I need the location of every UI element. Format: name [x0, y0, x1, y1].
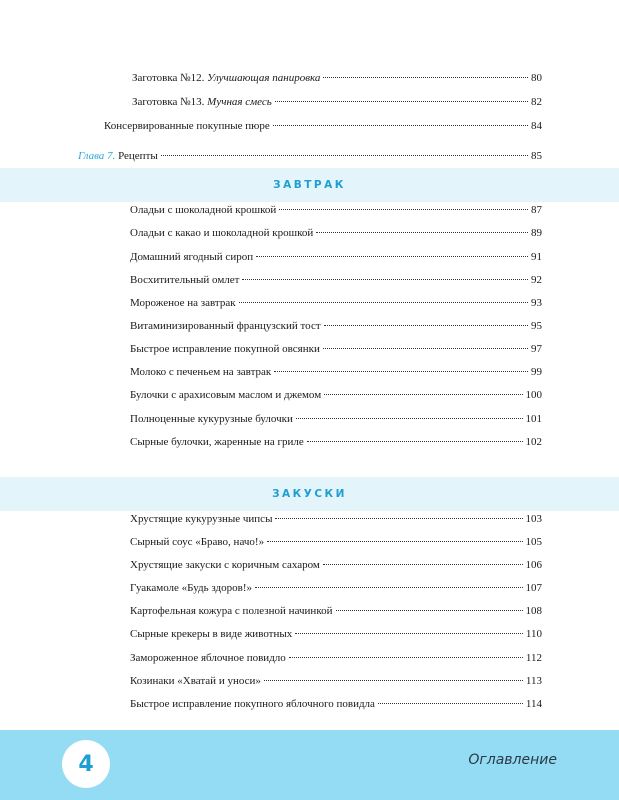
- section-title: ЗАКУСКИ: [272, 488, 347, 500]
- entry-title: Картофельная кожура с полезной начинкой: [130, 605, 333, 617]
- page-footer: [0, 730, 619, 800]
- entry-page: 102: [525, 436, 542, 448]
- dot-leader: [274, 371, 528, 372]
- dot-leader: [275, 101, 528, 102]
- entry-page: 93: [531, 297, 542, 309]
- entry-page: 84: [531, 120, 542, 132]
- chapter-label: Глава 7.: [78, 150, 116, 162]
- dot-leader: [242, 279, 528, 280]
- toc-entry[interactable]: [132, 93, 542, 111]
- dot-leader: [239, 302, 528, 303]
- entry-page: 100: [525, 389, 542, 401]
- entry-page: 114: [525, 698, 542, 710]
- entry-page: 108: [525, 605, 542, 617]
- toc-entry[interactable]: [130, 602, 542, 620]
- entry-title: Гуакамоле «Будь здоров!»: [130, 582, 252, 594]
- entry-page: 85: [531, 150, 542, 162]
- entry-page: 92: [531, 274, 542, 286]
- dot-leader: [161, 155, 528, 156]
- dot-leader: [264, 680, 523, 681]
- dot-leader: [256, 256, 528, 257]
- toc-entry[interactable]: [130, 533, 542, 551]
- entry-title: Консервированные покупные пюре: [104, 120, 270, 132]
- entry-title: Быстрое исправление покупного яблочного повидла: [130, 698, 375, 710]
- entry-page: 87: [531, 204, 542, 216]
- entry-title: Быстрое исправление покупной овсянки: [130, 343, 320, 355]
- entry-page: 89: [531, 227, 542, 239]
- entry-title: Восхитительный омлет: [130, 274, 240, 286]
- dot-leader: [323, 77, 528, 78]
- page-number: 4: [78, 751, 94, 777]
- chapter-entry[interactable]: [78, 147, 542, 165]
- toc-entry[interactable]: [130, 672, 542, 690]
- entry-page: 113: [525, 675, 542, 687]
- entry-title: Хрустящие закуски с коричным сахаром: [130, 559, 320, 571]
- dot-leader: [289, 657, 523, 658]
- entry-title: Сырные булочки, жаренные на гриле: [130, 436, 304, 448]
- toc-entry[interactable]: [130, 386, 542, 404]
- dot-leader: [255, 587, 523, 588]
- entry-page: 97: [531, 343, 542, 355]
- entry-title: Полноценные кукурузные булочки: [130, 413, 293, 425]
- entry-title: Хрустящие кукурузные чипсы: [130, 513, 273, 525]
- entry-title: Булочки с арахисовым маслом и джемом: [130, 389, 322, 401]
- entry-page: 80: [531, 72, 542, 84]
- entry-page: 106: [525, 559, 542, 571]
- dot-leader: [295, 633, 523, 634]
- entry-title: Оладьи с шоколадной крошкой: [130, 204, 277, 216]
- toc-entry[interactable]: [130, 579, 542, 597]
- entry-title: Витаминизированный французский тост: [130, 320, 321, 332]
- entry-title: Оладьи с какао и шоколадной крошкой: [130, 227, 314, 239]
- entry-title: Замороженное яблочное повидло: [130, 652, 286, 664]
- section-header-snacks: [0, 477, 619, 511]
- dot-leader: [323, 564, 523, 565]
- toc-entry[interactable]: [130, 248, 542, 266]
- section-header-breakfast: [0, 168, 619, 202]
- entry-title: Заготовка №12. Улучшающая панировка: [132, 72, 321, 84]
- toc-entry[interactable]: [132, 69, 542, 87]
- entry-title: Заготовка №13. Мучная смесь: [132, 96, 272, 108]
- dot-leader: [316, 232, 528, 233]
- toc-entry[interactable]: [130, 363, 542, 381]
- section-title: ЗАВТРАК: [273, 179, 346, 191]
- footer-title: Оглавление: [468, 752, 557, 768]
- dot-leader: [378, 703, 523, 704]
- chapter-title: Глава 7. Рецепты: [78, 150, 158, 162]
- entry-page: 101: [525, 413, 542, 425]
- toc-entry[interactable]: [130, 317, 542, 335]
- dot-leader: [324, 394, 522, 395]
- dot-leader: [336, 610, 523, 611]
- toc-entry[interactable]: [130, 649, 542, 667]
- entry-title: Сырные крекеры в виде животных: [130, 628, 293, 640]
- entry-title: Козинаки «Хватай и уноси»: [130, 675, 261, 687]
- entry-page: 99: [531, 366, 542, 378]
- toc-entry[interactable]: [130, 294, 542, 312]
- entry-page: 91: [531, 251, 542, 263]
- dot-leader: [296, 418, 523, 419]
- entry-page: 82: [531, 96, 542, 108]
- dot-leader: [324, 325, 528, 326]
- toc-entry[interactable]: [130, 224, 542, 242]
- toc-entry[interactable]: [130, 556, 542, 574]
- entry-page: 110: [525, 628, 542, 640]
- entry-page: 112: [525, 652, 542, 664]
- toc-entry[interactable]: [130, 271, 542, 289]
- toc-entry[interactable]: [130, 695, 542, 713]
- entry-page: 95: [531, 320, 542, 332]
- entry-title: Домашний ягодный сироп: [130, 251, 254, 263]
- dot-leader: [267, 541, 522, 542]
- dot-leader: [279, 209, 528, 210]
- entry-page: 107: [525, 582, 542, 594]
- dot-leader: [323, 348, 528, 349]
- entry-title: Сырный соус «Браво, начо!»: [130, 536, 265, 548]
- entry-title: Молоко с печеньем на завтрак: [130, 366, 272, 378]
- dot-leader: [307, 441, 523, 442]
- dot-leader: [275, 518, 522, 519]
- toc-entry[interactable]: [130, 625, 542, 643]
- toc-entry[interactable]: [104, 117, 542, 135]
- toc-entry[interactable]: [130, 433, 542, 451]
- toc-entry[interactable]: [130, 201, 542, 219]
- page-number-badge: [62, 740, 110, 788]
- dot-leader: [273, 125, 528, 126]
- toc-entry[interactable]: [130, 410, 542, 428]
- toc-entry[interactable]: [130, 510, 542, 528]
- toc-entry[interactable]: [130, 340, 542, 358]
- entry-title: Мороженое на завтрак: [130, 297, 236, 309]
- entry-page: 103: [525, 513, 542, 525]
- entry-page: 105: [525, 536, 542, 548]
